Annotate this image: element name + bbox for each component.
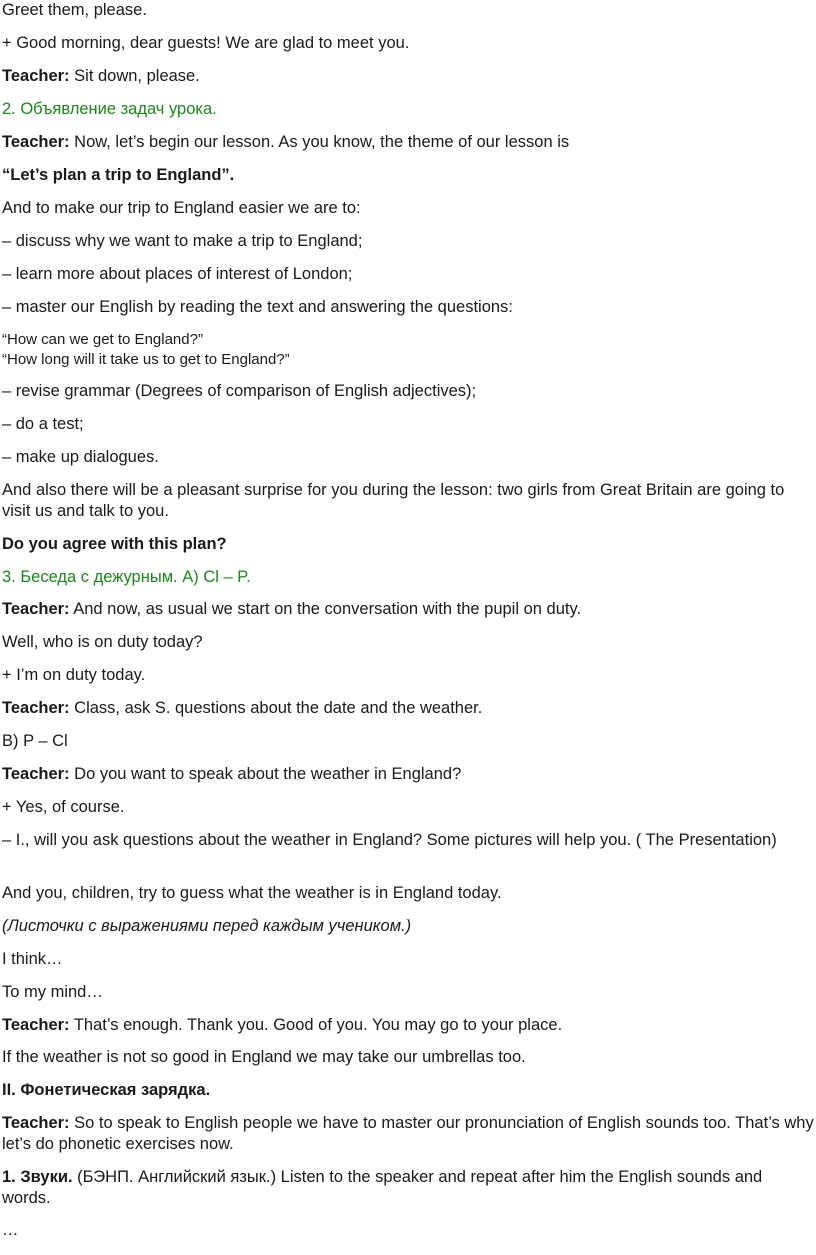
- paragraph: [2, 132, 814, 153]
- speech-text: Do you want to speak about the weather in England?: [69, 765, 462, 783]
- speaker-label: Teacher:: [2, 1016, 70, 1034]
- paragraph: To my mind…: [2, 983, 103, 1001]
- paragraph: Well, who is on duty today?: [2, 633, 203, 651]
- list-item: – master our English by reading the text and answering the questions:: [2, 298, 513, 316]
- speaker-label: Teacher:: [2, 600, 70, 618]
- paragraph: – I., will you ask questions about the weather in England? Some pictures will help you. ( The Presentation): [2, 831, 777, 849]
- speech-text: Now, let’s begin our lesson. As you know, the theme of our lesson is: [69, 133, 570, 151]
- list-item: – learn more about places of interest of London;: [2, 265, 353, 283]
- speaker-label: Teacher:: [2, 133, 70, 151]
- speech-text: Class, ask S. questions about the date and the weather.: [69, 699, 483, 717]
- speech-text: So to speak to English people we have to master our pronunciation of English sounds too. That’s why let’s do phonetic exercises now.: [2, 1114, 814, 1153]
- paragraph: [2, 764, 814, 785]
- paragraph: + Good morning, dear guests! We are glad to meet you.: [2, 34, 410, 52]
- paragraph: [2, 1015, 814, 1036]
- section-heading: II. Фонетическая зарядка.: [2, 1081, 211, 1099]
- paragraph: Greet them, please.: [2, 1, 147, 19]
- list-item: – discuss why we want to make a trip to England;: [2, 232, 363, 250]
- paragraph: I think…: [2, 950, 63, 968]
- paragraph: [2, 698, 814, 719]
- exercise-text: (БЭНП. Английский язык.) Listen to the speaker and repeat after him the English sounds and words.: [2, 1168, 763, 1207]
- paragraph: [2, 1167, 814, 1209]
- paragraph: B) P – Cl: [2, 732, 68, 750]
- speaker-label: Teacher:: [2, 699, 70, 717]
- speech-text: That’s enough. Thank you. Good of you. You may go to your place.: [69, 1016, 563, 1034]
- speaker-label: Teacher:: [2, 765, 70, 783]
- speaker-label: Teacher:: [2, 67, 70, 85]
- stage-note: (Листочки с выражениями перед каждым учеником.): [2, 917, 412, 935]
- exercise-label: 1. Звуки.: [2, 1168, 73, 1186]
- paragraph: [2, 66, 814, 87]
- question-line: “How long will it take us to get to England?”: [2, 351, 290, 368]
- list-item: – revise grammar (Degrees of comparison of English adjectives);: [2, 382, 477, 400]
- question-line: “How can we get to England?”: [2, 331, 203, 348]
- paragraph: [2, 1113, 814, 1155]
- paragraph: And to make our trip to England easier we are to:: [2, 199, 361, 217]
- paragraph: Do you agree with this plan?: [2, 535, 227, 553]
- lesson-theme: “Let’s plan a trip to England”.: [2, 166, 235, 184]
- paragraph: + Yes, of course.: [2, 798, 125, 816]
- ellipsis: …: [2, 1221, 19, 1239]
- paragraph: + I’m on duty today.: [2, 666, 146, 684]
- paragraph: If the weather is not so good in England we may take our umbrellas too.: [2, 1048, 526, 1066]
- speech-text: Sit down, please.: [69, 67, 200, 85]
- speaker-label: Teacher:: [2, 1114, 70, 1132]
- list-item: – make up dialogues.: [2, 448, 159, 466]
- paragraph: And also there will be a pleasant surprise for you during the lesson: two girls from Great Britain are going to visit us and talk to you.: [2, 481, 785, 520]
- section-heading: 2. Объявление задач урока.: [2, 100, 217, 118]
- section-heading: 3. Беседа с дежурным. A) Cl – P.: [2, 568, 251, 586]
- list-item: – do a test;: [2, 415, 84, 433]
- paragraph: And you, children, try to guess what the weather is in England today.: [2, 884, 502, 902]
- paragraph: [2, 599, 814, 620]
- speech-text: And now, as usual we start on the conversation with the pupil on duty.: [69, 600, 582, 618]
